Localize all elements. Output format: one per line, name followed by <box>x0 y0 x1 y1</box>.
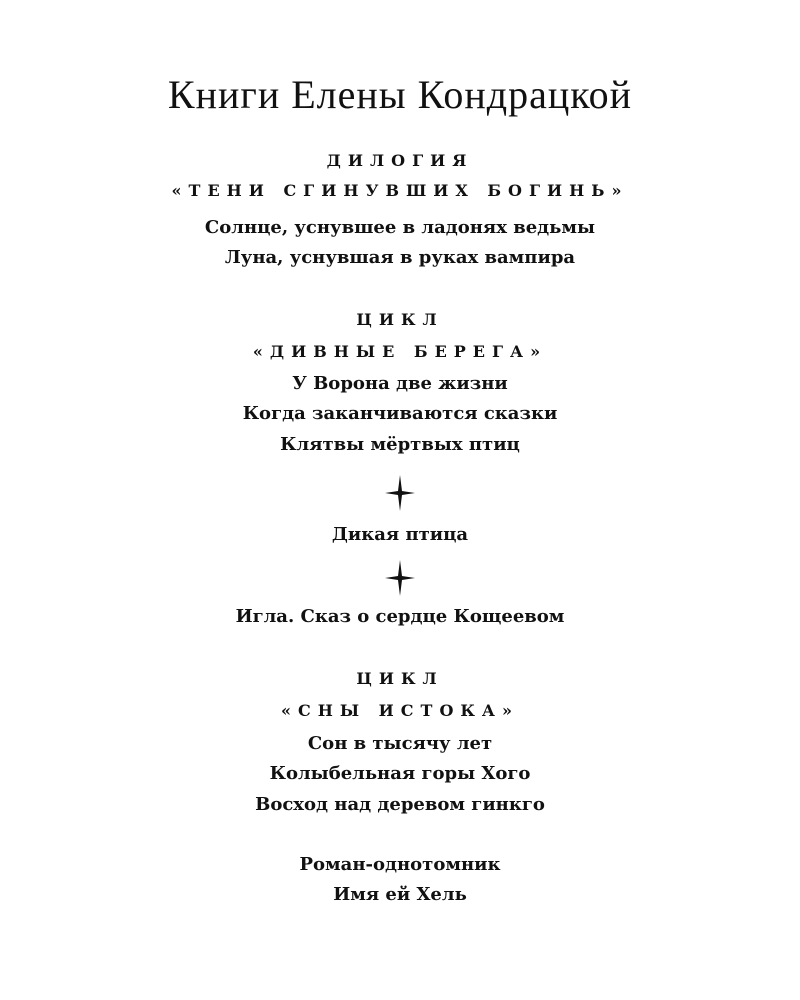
four-point-star-icon <box>385 560 415 596</box>
book-title: Колыбельная горы Хого <box>269 763 531 784</box>
series-name: «ДИВНЫЕ БЕРЕГА» <box>252 342 548 361</box>
book-title: Солнце, уснувшее в ладонях ведьмы <box>204 217 596 238</box>
page-title: Книги Елены Кондрацкой <box>167 72 633 117</box>
series-type-label: ЦИКЛ <box>356 310 444 329</box>
series-type-label: ДИЛОГИЯ <box>326 151 474 170</box>
book-title: Дикая птица <box>331 524 469 545</box>
standalone-label: Роман-однотомник <box>299 854 501 875</box>
book-title: Когда заканчиваются сказки <box>242 403 558 424</box>
book-title: Луна, уснувшая в руках вампира <box>224 247 576 268</box>
four-point-star-icon <box>385 475 415 511</box>
book-title: Сон в тысячу лет <box>307 733 493 754</box>
series-name: «СНЫ ИСТОКА» <box>281 701 519 720</box>
book-title: Игла. Сказ о сердце Кощеевом <box>235 606 565 627</box>
book-title: Клятвы мёртвых птиц <box>280 434 520 455</box>
book-title: Восход над деревом гинкго <box>255 794 545 815</box>
book-title: У Ворона две жизни <box>292 373 508 394</box>
book-title: Имя ей Хель <box>333 884 467 905</box>
series-name: «ТЕНИ СГИНУВШИХ БОГИНЬ» <box>171 181 629 200</box>
series-type-label: ЦИКЛ <box>356 669 444 688</box>
